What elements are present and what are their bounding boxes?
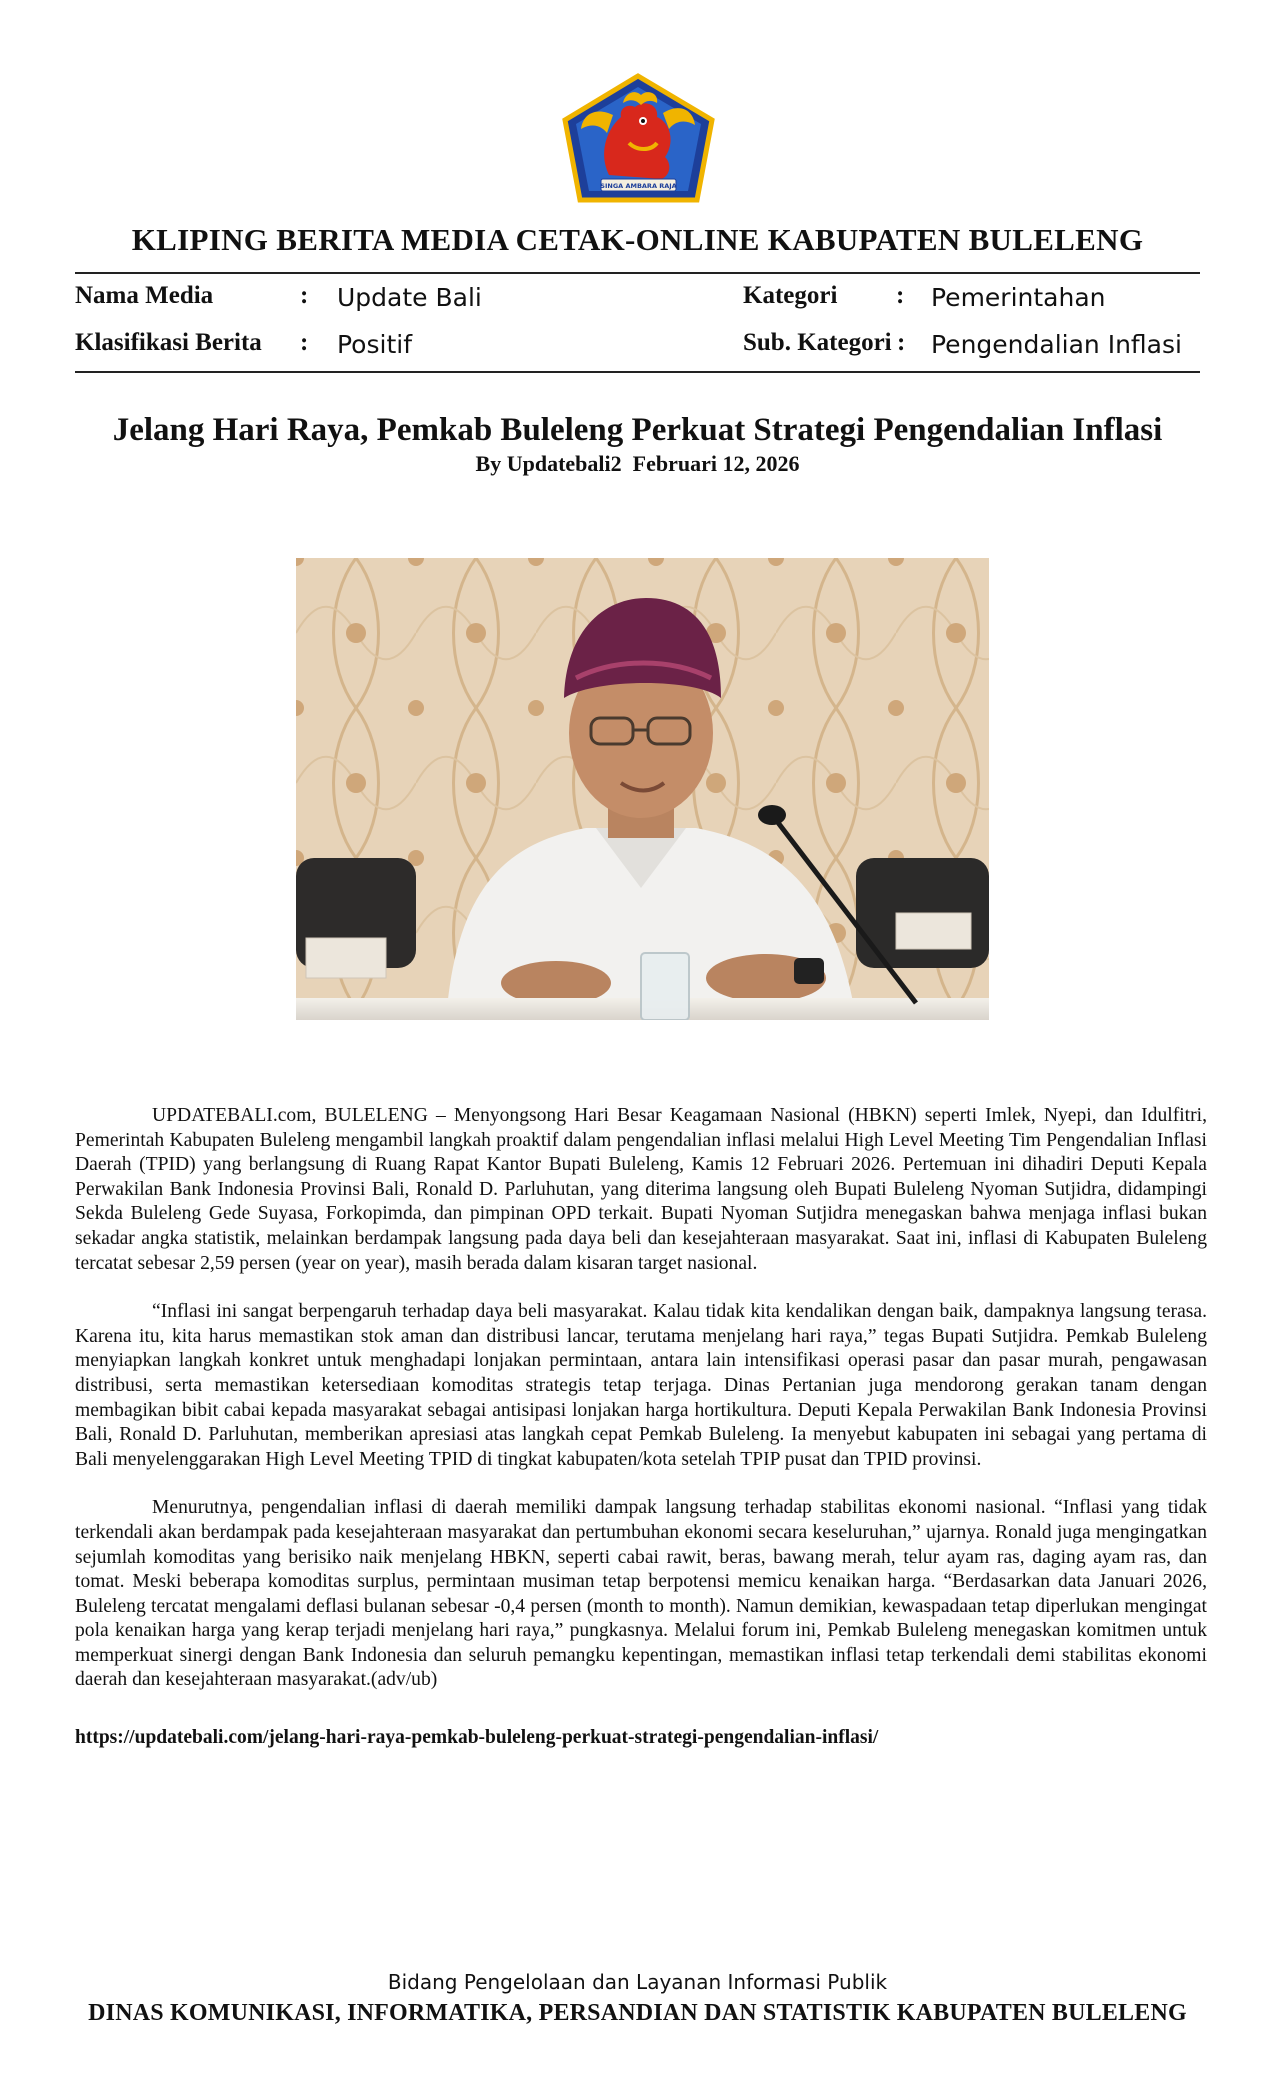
klasifikasi-berita-value: Positif (337, 330, 412, 359)
klasifikasi-berita-label: Klasifikasi Berita (75, 329, 262, 356)
footer-department: Bidang Pengelolaan dan Layanan Informasi Publik (387, 1970, 888, 1994)
header-top-rule (75, 272, 1200, 274)
article-photo (296, 558, 989, 1020)
article-title: Jelang Hari Raya, Pemkab Buleleng Perkuat Strategi Pengendalian Inflasi (112, 412, 1163, 448)
buleleng-emblem-logo (561, 73, 716, 203)
nama-media-value: Update Bali (337, 283, 482, 312)
article-paragraph-1: UPDATEBALI.com, BULELENG – Menyongsong Hari Besar Keagamaan Nasional (HBKN) seperti Imlek, Nyepi, dan Idulfitri, Pemerintah Kabupaten Buleleng mengambil langkah proaktif dalam pengendalian inflasi melalui High Level Meeting Tim Pengendalian Inflasi Daerah (TPID) yang berlangsung di Ruang Rapat Kantor Bupati Buleleng, Kamis 12 Februari 2026. Pertemuan ini dihadiri Deputi Kepala Perwakilan Bank Indonesia Provinsi Bali, Ronald D. Parluhutan, yang diterima langsung oleh Bupati Buleleng Nyoman Sutjidra, didampingi Sekda Buleleng Gede Suyasa, Forkopimda, dan pimpinan OPD terkait. Bupati Nyoman Sutjidra menegaskan bahwa menjaga inflasi bukan sekadar angka statistik, melainkan berdampak langsung pada daya beli dan kesejahteraan masyarakat. Saat ini, inflasi di Kabupaten Buleleng tercatat sebesar 2,59 persen (year on year), masih berada dalam kisaran target nasional. (75, 1105, 1207, 1274)
klasifikasi-berita-colon: : (300, 329, 309, 356)
kategori-value: Pemerintahan (931, 283, 1106, 312)
header-bottom-rule (75, 371, 1200, 373)
article-byline: By Updatebali2 Februari 12, 2026 (475, 451, 800, 476)
nama-media-label: Nama Media (75, 282, 214, 309)
kategori-label: Kategori (743, 282, 838, 309)
sub-kategori-value: Pengendalian Inflasi (931, 330, 1182, 359)
footer-agency: DINAS KOMUNIKASI, INFORMATIKA, PERSANDIAN DAN STATISTIK KABUPATEN BULELENG (88, 2000, 1187, 2026)
clipping-header-title: KLIPING BERITA MEDIA CETAK-ONLINE KABUPATEN BULELENG (131, 222, 1144, 257)
article-paragraph-2: “Inflasi ini sangat berpengaruh terhadap daya beli masyarakat. Kalau tidak kita kendalikan dengan baik, dampaknya langsung terasa. Karena itu, kita harus memastikan stok aman dan distribusi lancar, terutama menjelang hari raya,” tegas Bupati Sutjidra. Pemkab Buleleng menyiapkan langkah konkret untuk menghadapi lonjakan permintaan, antara lain intensifikasi operasi pasar dan pasar murah, pengawasan distribusi, serta memastikan ketersediaan komoditas strategis tetap terjaga. Dinas Pertanian juga mendorong gerakan tanam dengan membagikan bibit cabai kepada masyarakat sebagai antisipasi lonjakan harga hortikultura. Deputi Kepala Perwakilan Bank Indonesia Provinsi Bali, Ronald D. Parluhutan, memberikan apresiasi atas langkah cepat Pemkab Buleleng. Ia menyebut kabupaten ini sebagai yang pertama di Bali menyelenggarakan High Level Meeting TPID di tingkat kabupaten/kota setelah TPIP pusat dan TPID provinsi. (75, 1301, 1207, 1470)
article-source-link[interactable]: https://updatebali.com/jelang-hari-raya-pemkab-buleleng-perkuat-strategi-pengendalian-inflasi/ (75, 1727, 879, 1748)
article-paragraph-3: Menurutnya, pengendalian inflasi di daerah memiliki dampak langsung terhadap stabilitas ekonomi nasional. “Inflasi yang tidak terkendali akan berdampak pada kesejahteraan masyarakat dan pertumbuhan ekonomi secara keseluruhan,” ujarnya. Ronald juga mengingatkan sejumlah komoditas yang berisiko naik menjelang HBKN, seperti cabai rawit, beras, bawang merah, telur ayam ras, daging ayam ras, dan tomat. Meski beberapa komoditas surplus, permintaan musiman tetap berpotensi memicu kenaikan harga. “Berdasarkan data Januari 2026, Buleleng tercatat mengalami deflasi bulanan sebesar -0,4 persen (month to month). Namun demikian, kewaspadaan tetap diperlukan mengingat pola kenaikan harga yang kerap terjadi menjelang hari raya,” pungkasnya. Melalui forum ini, Pemkab Buleleng menegaskan komitmen untuk memperkuat sinergi dengan Bank Indonesia dan seluruh pemangku kepentingan, memastikan inflasi tetap terkendali demi stabilitas ekonomi daerah dan kesejahteraan masyarakat.(adv/ub) (75, 1497, 1207, 1691)
kategori-colon: : (896, 282, 905, 309)
sub-kategori-label: Sub. Kategori (743, 329, 892, 356)
article-body (75, 1104, 1207, 1717)
nama-media-colon: : (300, 282, 309, 309)
sub-kategori-colon: : (897, 329, 906, 356)
emblem-motto: SINGA AMBARA RAJA (600, 182, 677, 190)
